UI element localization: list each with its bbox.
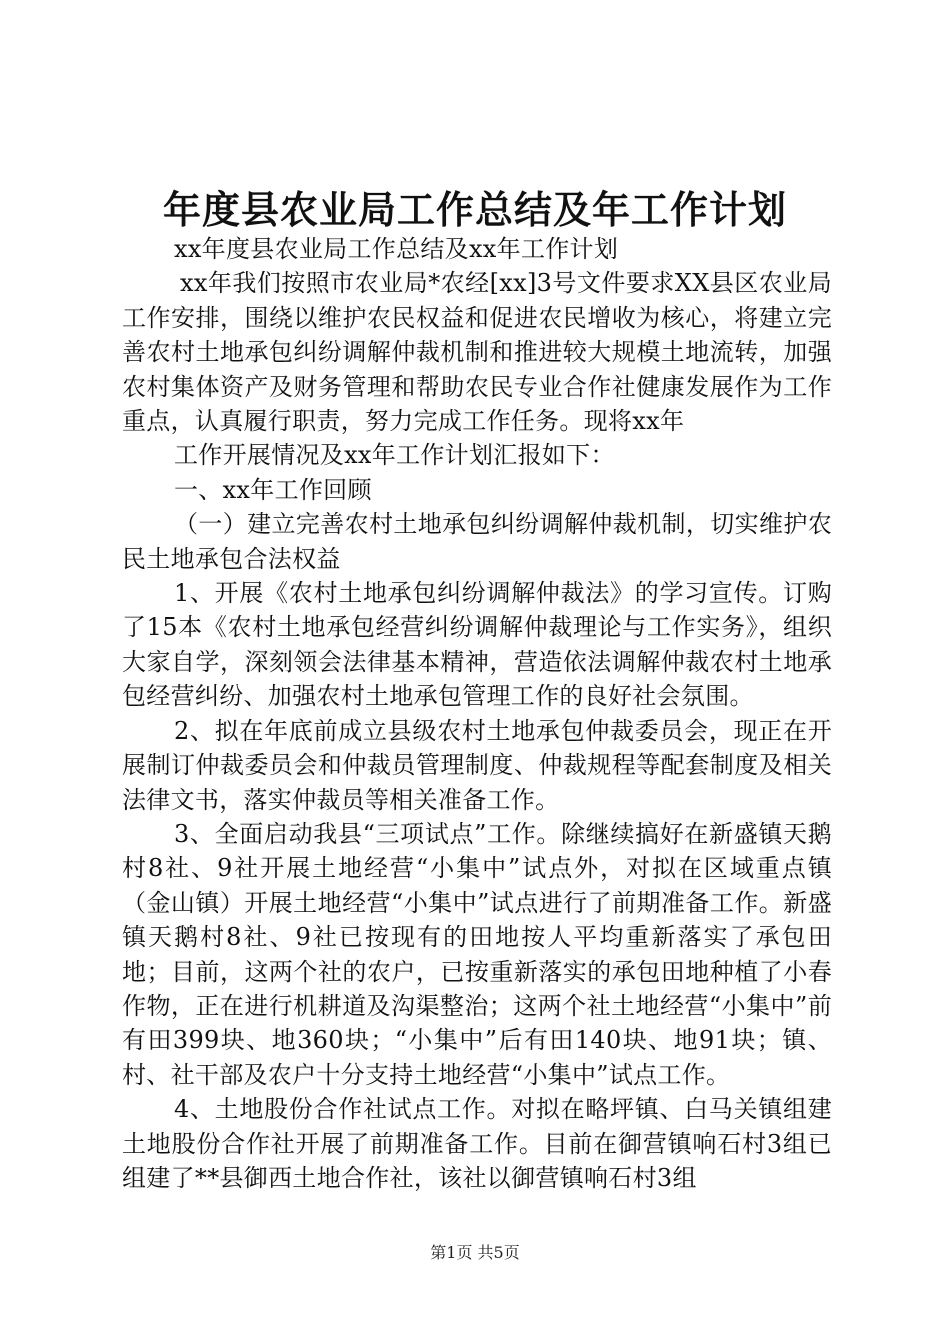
paragraph-item-3: 3、全面启动我县“三项试点”工作。除继续搞好在新盛镇天鹅村8社、9社开展土地经营“小集中”试点外，对拟在区域重点镇（金山镇）开展土地经营“小集中”试点进行了前期准备工作。新盛镇天鹅村8社、9社已按现有的田地按人平均重新落实了承包田地；目前，这两个社的农户，已按重新落实的承包田地种植了小春作物，正在进行机耕道及沟渠整治；这两个社土地经营“小集中”前有田399块、地360块；“小集中”后有田140块、地91块；镇、村、社干部及农户十分支持土地经营“小集中”试点工作。 xyxy=(122,819,832,1089)
paragraph-item-1: 1、开展《农村土地承包纠纷调解仲裁法》的学习宣传。订购了15本《农村土地承包经营纠纷调解仲裁理论与工作实务》，组织大家自学，深刻领会法律基本精神，营造依法调解仲裁农村土地承包经营纠纷、加强农村土地承包管理工作的良好社会氛围。 xyxy=(122,579,832,711)
subsection-heading-1: （一）建立完善农村土地承包纠纷调解仲裁机制，切实维护农民土地承包合法权益 xyxy=(122,510,832,573)
document-title: 年度县农业局工作总结及年工作计划 xyxy=(162,187,787,232)
document-body xyxy=(122,232,832,1195)
section-heading-review: 一、xx年工作回顾 xyxy=(174,475,372,504)
page-footer: 第1页 共5页 xyxy=(430,1243,520,1262)
paragraph-intro: xx年我们按照市农业局*农经[xx]3号文件要求XX县区农业局工作安排，围绕以维护农民权益和促进农民增收为核心，将建立完善农村土地承包纠纷调解仲裁机制和推进较大规模土地流转，加强农村集体资产及财务管理和帮助农民专业合作社健康发展作为工作重点，认真履行职责，努力完成工作任务。现将xx年 xyxy=(122,269,832,436)
paragraph-item-4: 4、土地股份合作社试点工作。对拟在略坪镇、白马关镇组建土地股份合作社开展了前期准备工作。目前在御营镇响石村3组已组建了**县御西土地合作社，该社以御营镇响石村3组 xyxy=(122,1095,832,1192)
paragraph-subtitle: xx年度县农业局工作总结及xx年工作计划 xyxy=(174,235,619,263)
paragraph-report-lead: 工作开展情况及xx年工作计划汇报如下： xyxy=(174,441,615,470)
paragraph-item-2: 2、拟在年底前成立县级农村土地承包仲裁委员会，现正在开展制订仲裁委员会和仲裁员管理制度、仲裁规程等配套制度及相关法律文书，落实仲裁员等相关准备工作。 xyxy=(122,716,832,814)
